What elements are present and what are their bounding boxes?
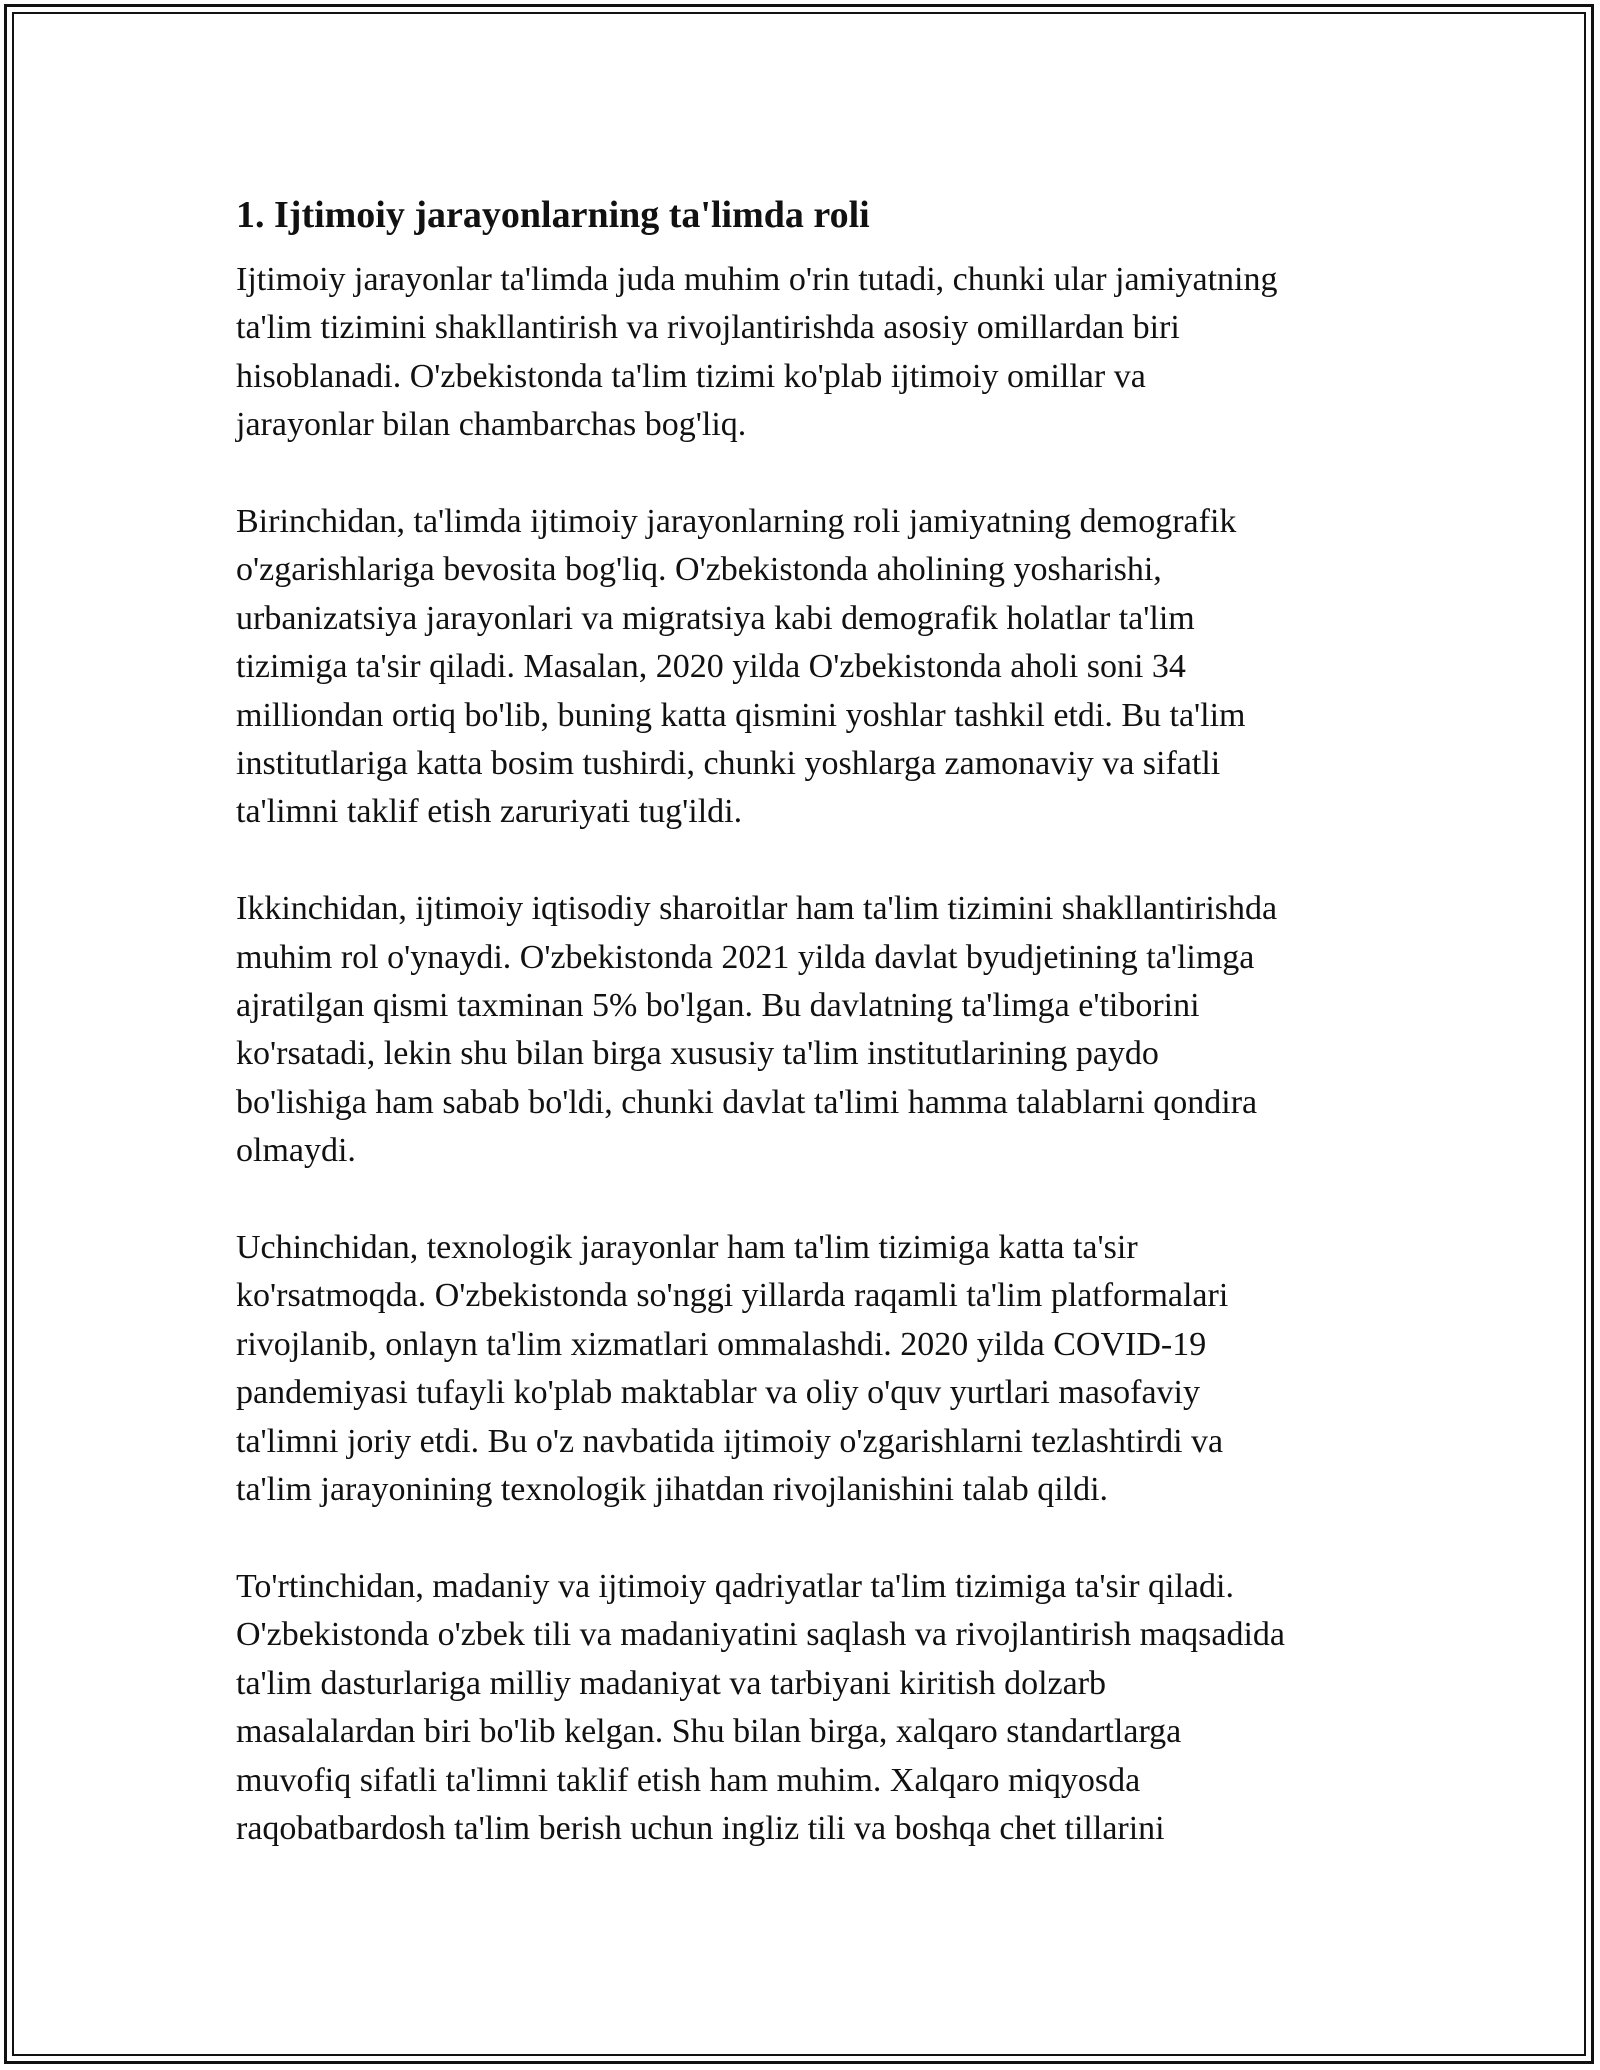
paragraph-line: Ijtimoiy jarayonlar ta'limda juda muhim o'rin tutadi, chunki ular jamiyatning [236, 261, 1278, 298]
paragraph-intro [236, 256, 1396, 450]
paragraph-line: institutlariga katta bosim tushirdi, chunki yoshlarga zamonaviy va sifatli [236, 745, 1221, 783]
paragraph-line: Uchinchidan, texnologik jarayonlar ham ta'lim tizimiga katta ta'sir [236, 1229, 1138, 1267]
paragraph-line: ta'lim jarayonining texnologik jihatdan rivojlanishini talab qildi. [236, 1471, 1109, 1509]
paragraph-line: To'rtinchidan, madaniy va ijtimoiy qadriyatlar ta'lim tizimiga ta'sir qiladi. [236, 1567, 1234, 1605]
paragraph-line: jarayonlar bilan chambarchas bog'liq. [236, 406, 747, 444]
paragraph-line: O'zbekistonda o'zbek tili va madaniyatini saqlash va rivojlantirish maqsadida [236, 1616, 1285, 1654]
paragraph-line: o'zgarishlariga bevosita bog'liq. O'zbekistonda aholining yosharishi, [236, 551, 1162, 589]
paragraph-line: ko'rsatmoqda. O'zbekistonda so'nggi yillarda raqamli ta'lim platformalari [236, 1277, 1229, 1315]
paragraph-third [236, 1224, 1396, 1514]
paragraph-line: Ikkinchidan, ijtimoiy iqtisodiy sharoitlar ham ta'lim tizimini shakllantirishda [236, 890, 1278, 928]
paragraph-line: masalalardan biri bo'lib kelgan. Shu bilan birga, xalqaro standartlarga [236, 1713, 1182, 1751]
paragraph-line: muvofiq sifatli ta'limni taklif etish ham muhim. Xalqaro miqyosda [236, 1761, 1141, 1799]
paragraph-line: muhim rol o'ynaydi. O'zbekistonda 2021 yilda davlat byudjetining ta'limga [236, 938, 1255, 976]
paragraph-line: bo'lishiga ham sabab bo'ldi, chunki davlat ta'limi hamma talablarni qondira [236, 1083, 1258, 1121]
paragraph-first [236, 498, 1396, 837]
paragraph-line: olmaydi. [236, 1132, 356, 1170]
paragraph-line: pandemiyasi tufayli ko'plab maktablar va oliy o'quv yurtlari masofaviy [236, 1374, 1201, 1412]
document-body [236, 186, 1396, 1902]
paragraph-line: ta'limni joriy etdi. Bu o'z navbatida ijtimoiy o'zgarishlarni tezlashtirdi va [236, 1422, 1224, 1460]
paragraph-line: rivojlanib, onlayn ta'lim xizmatlari ommalashdi. 2020 yilda COVID-19 [236, 1325, 1207, 1363]
paragraph-fourth [236, 1563, 1396, 1853]
paragraph-line: ajratilgan qismi taxminan 5% bo'lgan. Bu davlatning ta'limga e'tiborini [236, 987, 1200, 1025]
paragraph-line: ta'lim tizimini shakllantirish va rivojlantirishda asosiy omillardan biri [236, 309, 1180, 347]
paragraph-line: hisoblanadi. O'zbekistonda ta'lim tizimi ko'plab ijtimoiy omillar va [236, 357, 1146, 395]
paragraph-line: urbanizatsiya jarayonlari va migratsiya kabi demografik holatlar ta'lim [236, 599, 1195, 637]
paragraph-line: ta'lim dasturlariga milliy madaniyat va tarbiyani kiritish dolzarb [236, 1664, 1107, 1702]
paragraph-line: tizimiga ta'sir qiladi. Masalan, 2020 yilda O'zbekistonda aholi soni 34 [236, 648, 1186, 686]
paragraph-line: raqobatbardosh ta'lim berish uchun ingliz tili va boshqa chet tillarini [236, 1809, 1165, 1847]
paragraph-line: Birinchidan, ta'limda ijtimoiy jarayonlarning roli jamiyatning demografik [236, 503, 1237, 541]
paragraph-line: ko'rsatadi, lekin shu bilan birga xususiy ta'lim institutlarining paydo [236, 1035, 1159, 1073]
paragraph-line: ta'limni taklif etish zaruriyati tug'ildi. [236, 793, 743, 831]
paragraph-line: milliondan ortiq bo'lib, buning katta qismini yoshlar tashkil etdi. Bu ta'lim [236, 696, 1246, 734]
paragraph-second [236, 885, 1396, 1175]
section-heading: 1. Ijtimoiy jarayonlarning ta'limda roli [236, 194, 870, 236]
